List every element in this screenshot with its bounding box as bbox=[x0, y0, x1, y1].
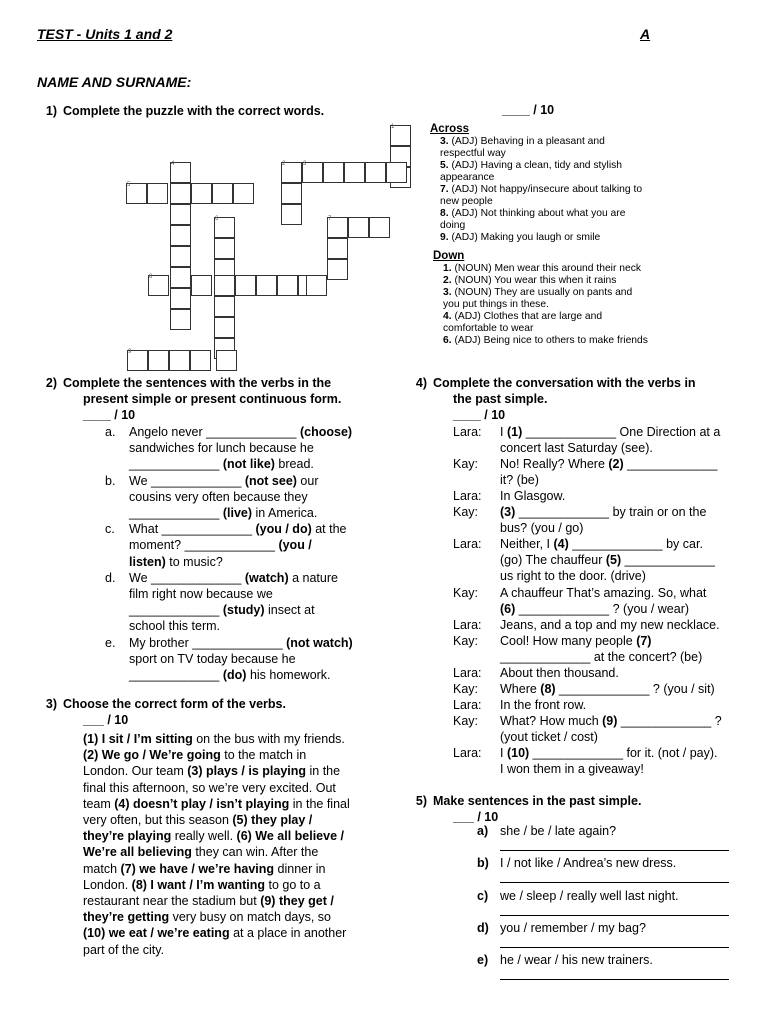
speaker-label: Kay: bbox=[453, 681, 479, 696]
q2-title: 2) Complete the sentences with the verbs in the present simple or present continuous form. ____ / 10 bbox=[31, 375, 341, 423]
crossword-cell[interactable] bbox=[386, 162, 407, 183]
answer-line[interactable] bbox=[500, 850, 729, 851]
q2-items bbox=[105, 424, 365, 683]
speaker-label: Kay: bbox=[453, 633, 479, 648]
across-clue: 8. (ADJ) Not thinking about what you are doing bbox=[440, 208, 626, 231]
conversation-line: Lara: I (10) _____________ for it. (not / pay). bbox=[453, 746, 718, 760]
q3-line: final this afternoon, so we’re very excited. Out bbox=[83, 780, 336, 795]
q5-score: ___ / 10 bbox=[453, 810, 499, 824]
crossword-grid[interactable] bbox=[0, 0, 430, 380]
crossword-cell[interactable] bbox=[212, 183, 233, 204]
crossword-cell[interactable] bbox=[214, 238, 235, 259]
crossword-clue-number: 7 bbox=[328, 216, 332, 222]
across-heading: Across bbox=[430, 123, 469, 135]
answer-line[interactable] bbox=[500, 882, 729, 883]
conversation-line: (yout ticket / cost) bbox=[500, 729, 598, 744]
conversation-line: bus? (you / go) bbox=[500, 521, 584, 536]
conversation-line: Kay: (3) _____________ by train or on the bbox=[453, 505, 707, 520]
crossword-cell[interactable] bbox=[147, 183, 168, 204]
conversation-line: _____________ at the concert? (be) bbox=[500, 649, 703, 664]
q1-title: 1) Complete the puzzle with the correct words. bbox=[45, 104, 325, 118]
crossword-clue-number: 5 bbox=[127, 182, 131, 188]
speaker-label: Lara: bbox=[453, 617, 482, 632]
crossword-cell[interactable] bbox=[170, 183, 191, 204]
crossword-clue-number: 3 bbox=[303, 161, 307, 167]
crossword-cell[interactable] bbox=[323, 162, 344, 183]
q2-item-c: c. What _____________ (you / do) at the moment? _____________ (you / listen) to music? bbox=[105, 522, 347, 569]
crossword-cell[interactable] bbox=[214, 296, 235, 317]
q4-score: ____ / 10 bbox=[453, 408, 506, 422]
across-clue: 3. (ADJ) Behaving in a pleasant and respectful way bbox=[440, 136, 605, 159]
conversation-line: Lara: I (1) _____________ One Direction at a bbox=[453, 425, 721, 439]
crossword-cell[interactable] bbox=[170, 267, 191, 288]
speaker-label: Kay: bbox=[453, 585, 479, 600]
crossword-clue-number: 8 bbox=[149, 274, 153, 280]
crossword-cell[interactable] bbox=[327, 238, 348, 259]
conversation-line: Kay: A chauffeur That’s amazing. So, what bbox=[453, 585, 707, 600]
crossword-cell[interactable] bbox=[214, 317, 235, 338]
crossword-cell[interactable] bbox=[344, 162, 365, 183]
crossword-cell[interactable] bbox=[281, 183, 302, 204]
crossword-cell[interactable] bbox=[348, 217, 369, 238]
q3-line: (2) We go / We’re going to the match in bbox=[83, 748, 307, 763]
q3-score: ___ / 10 bbox=[83, 713, 129, 727]
answer-line[interactable] bbox=[500, 947, 729, 948]
q2-item-b: b. We _____________ (not see) our cousins very often because they _____________ (live) in America. bbox=[105, 473, 319, 521]
crossword-cell[interactable] bbox=[191, 183, 212, 204]
q3-line: (1) I sit / I’m sitting on the bus with my friends. bbox=[83, 732, 345, 746]
conversation-line: Lara: Neither, I (4) _____________ by car. bbox=[453, 537, 703, 552]
q1-score: ____ / 10 bbox=[502, 103, 555, 117]
conversation-line: Lara: Jeans, and a top and my new necklace. bbox=[453, 617, 720, 632]
conversation-line: Lara: In the front row. bbox=[453, 697, 587, 712]
q3-line: restaurant near the stadium but (9) they get / bbox=[83, 894, 334, 909]
q2-item-a: a. Angelo never _____________ (choose) sandwiches for lunch because he _____________ (not like) bread. bbox=[105, 425, 353, 472]
crossword-clue-number: 4 bbox=[171, 161, 175, 167]
crossword-cell[interactable] bbox=[235, 275, 256, 296]
crossword-cell[interactable] bbox=[216, 350, 237, 371]
crossword-cell[interactable] bbox=[277, 275, 298, 296]
conversation-line: Kay: Cool! How many people (7) bbox=[453, 633, 652, 648]
q3-line: London. (8) I want / I’m wanting to go to a bbox=[83, 877, 321, 892]
conversation-line: Kay: What? How much (9) _____________ ? bbox=[453, 713, 722, 728]
q3-line: match (7) we have / we’re having dinner in bbox=[83, 861, 326, 876]
crossword-cell[interactable] bbox=[369, 217, 390, 238]
conversation-line: I won them in a giveaway! bbox=[500, 762, 644, 777]
q3-line: part of the city. bbox=[83, 942, 165, 957]
q3-text bbox=[83, 731, 368, 958]
speaker-label: Lara: bbox=[453, 665, 482, 680]
down-clue: 2. (NOUN) You wear this when it rains bbox=[443, 275, 617, 286]
q2-score: ____ / 10 bbox=[83, 408, 136, 422]
crossword-cell[interactable] bbox=[281, 204, 302, 225]
crossword-cell[interactable] bbox=[170, 246, 191, 267]
crossword-cell[interactable] bbox=[191, 275, 212, 296]
answer-line[interactable] bbox=[500, 979, 729, 980]
conversation bbox=[453, 424, 738, 784]
q3-line: very often, but this season (5) they play / bbox=[83, 813, 313, 828]
crossword-cell[interactable] bbox=[327, 259, 348, 280]
speaker-label: Lara: bbox=[453, 746, 482, 760]
crossword-cell[interactable] bbox=[256, 275, 277, 296]
crossword-cell[interactable] bbox=[148, 350, 169, 371]
down-clue: 1. (NOUN) Men wear this around their neck bbox=[443, 263, 642, 274]
conversation-line: Lara: In Glasgow. bbox=[453, 489, 566, 504]
q3-line: (10) we eat / we’re eating at a place in another bbox=[83, 926, 347, 941]
speaker-label: Lara: bbox=[453, 537, 482, 552]
q5-title: 5) Make sentences in the past simple. ___ / 10 bbox=[401, 793, 641, 825]
conversation-line: (go) The chauffeur (5) _____________ bbox=[500, 553, 715, 568]
crossword-cell[interactable] bbox=[170, 225, 191, 246]
crossword-clue-number: 6 bbox=[215, 216, 219, 222]
across-clue: 9. (ADJ) Making you laugh or smile bbox=[440, 232, 601, 243]
speaker-label: Lara: bbox=[453, 697, 482, 712]
down-clue: 6. (ADJ) Being nice to others to make friends bbox=[443, 335, 648, 346]
conversation-line: Lara: About then thousand. bbox=[453, 665, 619, 680]
q3-line: they’re getting very busy on match days, so bbox=[83, 910, 332, 925]
answer-line[interactable] bbox=[500, 915, 729, 916]
conversation-line: (6) _____________ ? (you / wear) bbox=[500, 601, 690, 616]
crossword-cell[interactable] bbox=[233, 183, 254, 204]
down-clue: 4. (ADJ) Clothes that are large and comfortable to wear bbox=[443, 311, 603, 334]
q2-item-e: e. My brother _____________ (not watch) sport on TV today because he _____________ (do) his homework. bbox=[105, 635, 353, 683]
test-title: TEST - Units 1 and 2 bbox=[37, 26, 173, 42]
crossword-cell[interactable] bbox=[365, 162, 386, 183]
conversation-line: Kay: No! Really? Where (2) _____________ bbox=[453, 457, 718, 472]
speaker-label: Kay: bbox=[453, 713, 479, 728]
q4-title: 4) Complete the conversation with the verbs in the past simple. ____ / 10 bbox=[401, 375, 696, 423]
crossword-cell[interactable] bbox=[170, 204, 191, 225]
down-heading: Down bbox=[433, 250, 465, 262]
down-clues bbox=[433, 250, 648, 347]
crossword-cell[interactable] bbox=[190, 350, 211, 371]
conversation-line: concert last Saturday (see). bbox=[500, 441, 653, 456]
q2-item-d: d. We _____________ (watch) a nature film right now because we _____________ (study) insect at school this term. bbox=[105, 570, 338, 634]
crossword-cell[interactable] bbox=[306, 275, 327, 296]
crossword-clue-number: 9 bbox=[128, 349, 132, 355]
down-clue: 3. (NOUN) They are usually on pants and you put things in these. bbox=[443, 287, 633, 310]
across-clues bbox=[430, 123, 648, 244]
across-clue: 5. (ADJ) Having a clean, tidy and stylish appearance bbox=[440, 160, 622, 183]
q3-line: they’re playing really well. (6) We all believe / bbox=[83, 829, 344, 844]
speaker-label: Lara: bbox=[453, 425, 482, 439]
speaker-label: Kay: bbox=[453, 505, 479, 520]
crossword-cell[interactable] bbox=[214, 275, 235, 296]
crossword-cell[interactable] bbox=[170, 309, 191, 330]
q3-line: We’re all believing they can win. After the bbox=[83, 845, 319, 860]
speaker-label: Kay: bbox=[453, 457, 479, 472]
conversation-line: it? (be) bbox=[500, 473, 539, 488]
crossword-clue-number: 2 bbox=[282, 161, 286, 167]
q3-line: team (4) doesn’t play / isn’t playing in the final bbox=[83, 796, 350, 811]
crossword-clue-number: 1 bbox=[391, 124, 395, 130]
q3-line: London. Our team (3) plays / is playing in the bbox=[83, 764, 341, 779]
across-clue: 7. (ADJ) Not happy/insecure about talking to new people bbox=[440, 184, 643, 207]
speaker-label: Lara: bbox=[453, 489, 482, 504]
test-version: A bbox=[640, 26, 651, 42]
name-label: NAME AND SURNAME: bbox=[37, 74, 192, 90]
q3-title: 3) Choose the correct form of the verbs. ___ / 10 bbox=[31, 696, 286, 728]
crossword-cell[interactable] bbox=[169, 350, 190, 371]
crossword-cell[interactable] bbox=[170, 288, 191, 309]
conversation-line: Kay: Where (8) _____________ ? (you / sit) bbox=[453, 681, 715, 696]
conversation-line: us right to the door. (drive) bbox=[500, 569, 646, 584]
